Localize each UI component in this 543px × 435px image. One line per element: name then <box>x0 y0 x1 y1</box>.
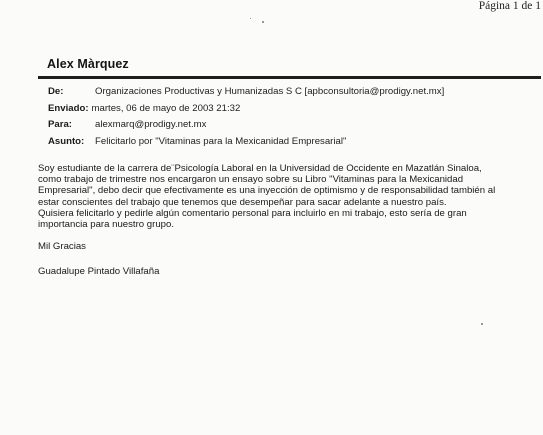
subject-row <box>48 134 444 151</box>
from-row <box>48 84 444 101</box>
scan-speck <box>481 323 483 325</box>
body-line: Quisiera felicitarlo y pedirle algún comentario personal para incluirlo en mi trabajo, esto sería de gran <box>38 207 467 219</box>
body-line: importancia para nuestro grupo. <box>38 219 174 231</box>
body-line: como trabajo de trimestre nos encargaron un ensayo sobre su Libro "Vitaminas para la Mexicanidad <box>38 174 464 186</box>
scan-speck <box>250 18 251 19</box>
subject-label: Asunto: <box>48 135 85 147</box>
to-value: alexmarq@prodigy.net.mx <box>95 119 207 130</box>
header-divider <box>38 76 541 79</box>
sent-row <box>48 101 444 118</box>
email-body <box>38 163 538 278</box>
scan-speck <box>262 21 264 23</box>
sent-value: martes, 06 de mayo de 2003 21:32 <box>91 102 241 114</box>
from-value: Organizaciones Productivas y Humanizadas S C [apbconsultoria@prodigy.net.mx] <box>95 86 445 97</box>
to-label: Para: <box>48 119 72 130</box>
signature: Guadalupe Pintado Villafaña <box>38 266 160 278</box>
email-headers <box>48 84 444 150</box>
body-line: Empresarial", debo decir que efectivamente es una inyección de optimismo y de responsabilidad también al <box>38 185 496 197</box>
closing: Mil Gracias <box>38 241 86 253</box>
sent-label: Enviado: <box>48 102 89 114</box>
to-row <box>48 117 444 134</box>
subject-value: Felicitarlo por "Vitaminas para la Mexicanidad Empresarial" <box>95 135 347 147</box>
body-line: Soy estudiante de la carrera de¨Psicología Laboral en la Universidad de Occidente en Mazatlán Sinaloa, <box>38 163 482 174</box>
body-line: estar conscientes del trabajo que tenemos que desempeñar para sacar adelante a nuestro país. <box>38 196 447 208</box>
page-number: Página 1 de 1 <box>478 0 541 12</box>
sender-name: Alex Màrquez <box>47 57 129 71</box>
from-label: De: <box>48 86 64 97</box>
body-paragraph <box>38 163 538 230</box>
